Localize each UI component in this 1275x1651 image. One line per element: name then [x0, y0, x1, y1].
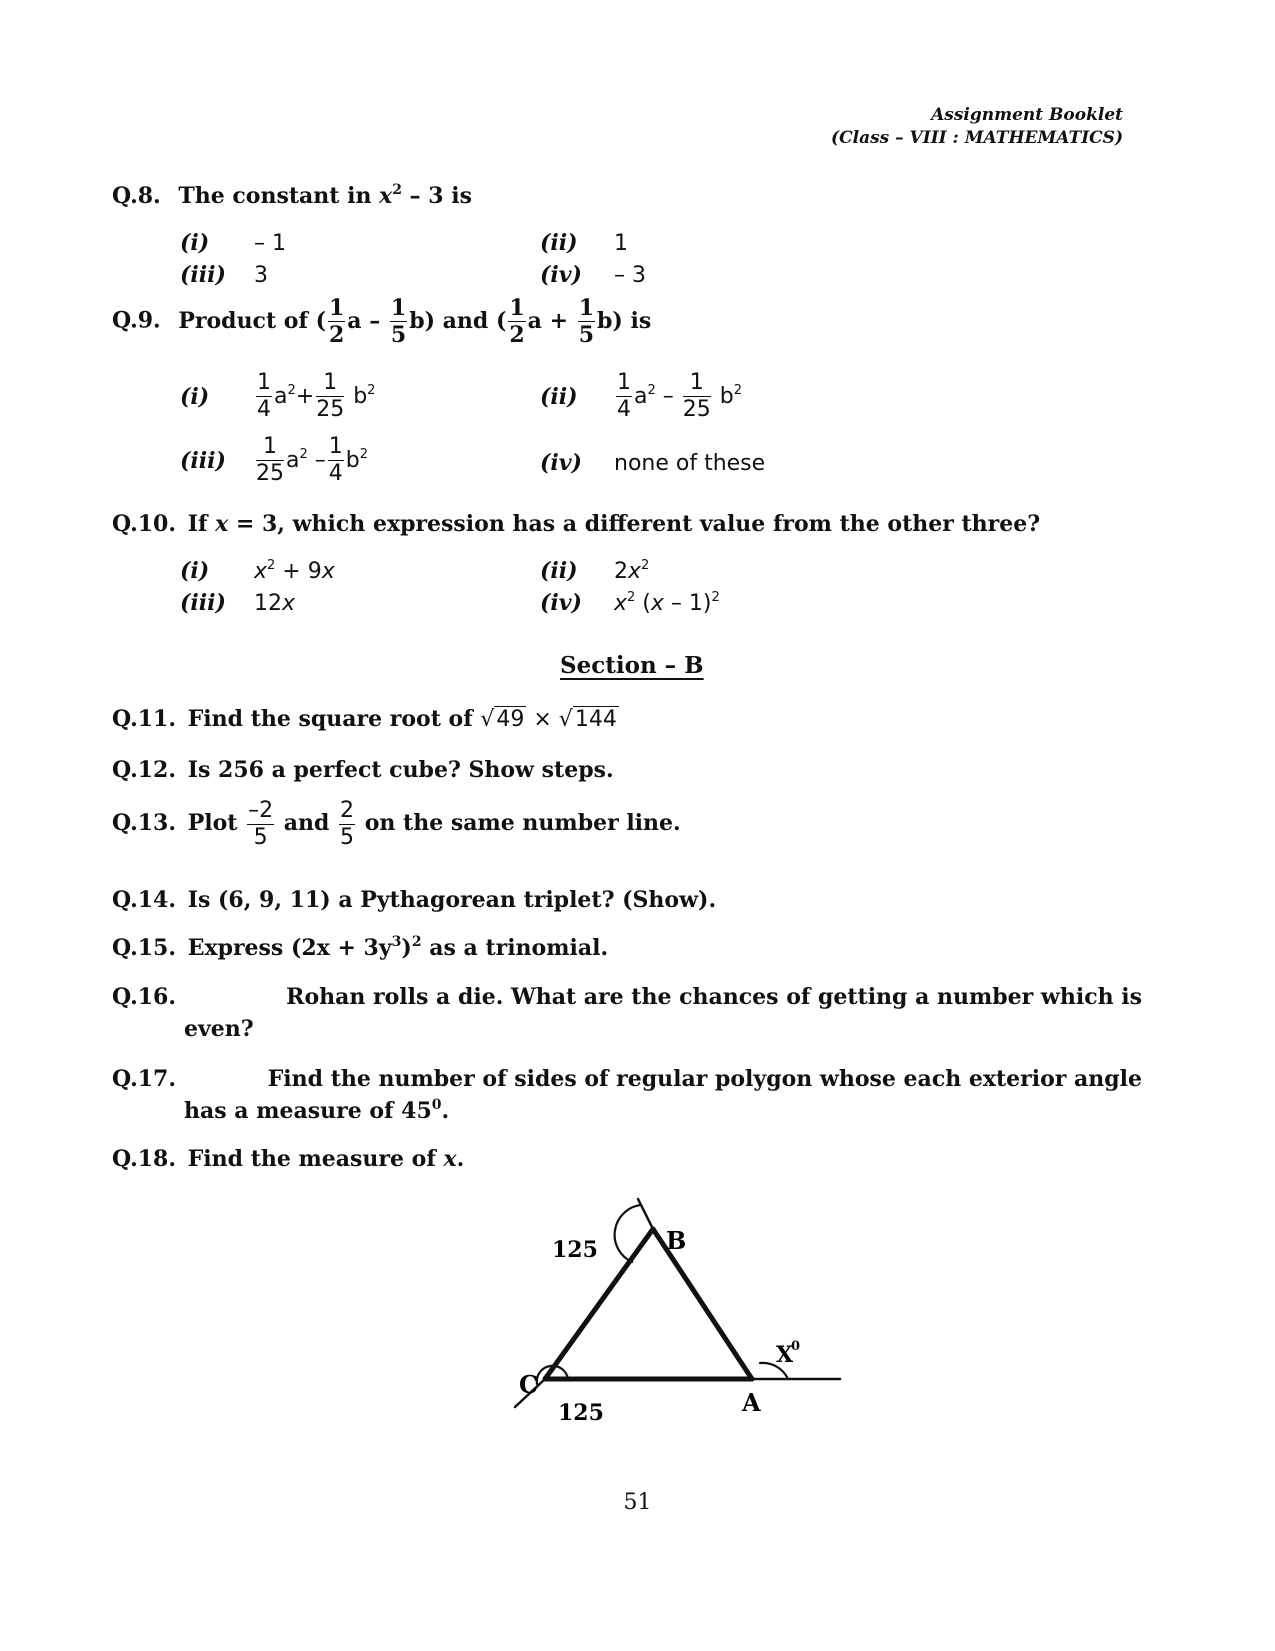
header-title: Assignment Booklet: [931, 105, 1123, 125]
question-text: Find the measure of x.: [187, 1146, 465, 1172]
question-text: The constant in $x^2 - 3$ is: [178, 182, 472, 209]
question-number: Q.17.: [112, 1066, 177, 1092]
q8-option-2: (ii) 1: [540, 230, 628, 256]
question-number: Q.16.: [112, 984, 177, 1010]
question-text-line-1: Rohan rolls a die. What are the chances of getting a number which is: [286, 984, 1142, 1010]
vertex-label-b: B: [666, 1226, 687, 1255]
question-text: If x = 3, which expression has a different value from the other three?: [187, 511, 1041, 537]
question-number: Q.8.: [112, 183, 161, 209]
question-number: Q.15.: [112, 935, 177, 961]
extension-b: [638, 1199, 653, 1229]
q10-option-1: (i) $x^2 + 9x$: [180, 558, 335, 584]
q10-option-2: (ii) $2x^2$: [540, 558, 650, 584]
question-text: Product of ( $\frac{1}{2}$ a – $\frac{1}{5}$ b) and ( $\frac{1}{2}$ a + $\frac{1}{5}$ b) is: [178, 295, 652, 348]
angle-label-x-degree: 0: [791, 1339, 801, 1354]
angle-label-b: 125: [552, 1237, 598, 1263]
vertex-label-c: C: [519, 1370, 539, 1399]
q9-option-3: (iii) $\frac{1}{25}$ $a^2$ – $\frac{1}{4}$ $b^2$: [180, 434, 369, 486]
question-number: Q.11.: [112, 706, 177, 732]
question-text: Express $(2x + 3y^3)^2$ as a trinomial.: [187, 934, 609, 961]
question-number: Q.12.: [112, 757, 177, 783]
question-text: Is (6, 9, 11) a Pythagorean triplet? (Show).: [187, 887, 717, 913]
question-text: Find the square root of √49 × √144: [187, 706, 617, 732]
question-number: Q.13.: [112, 810, 177, 836]
section-heading: Section – B: [560, 652, 704, 679]
angle-label-x: X: [776, 1342, 794, 1368]
question-text-line-2: even?: [184, 1016, 254, 1042]
question-number: Q.14.: [112, 887, 177, 913]
q8-option-4: (iv) – 3: [540, 262, 646, 288]
q10-option-3: (iii) 12x: [180, 590, 296, 616]
q9-option-2: (ii) $\frac{1}{4}$ $a^2$ – $\frac{1}{25}$ $b^2$: [540, 370, 743, 422]
question-text-line-1: Find the number of sides of regular polygon whose each exterior angle: [267, 1066, 1142, 1092]
question-number: Q.10.: [112, 511, 177, 537]
q9-option-4: (iv) none of these: [540, 450, 766, 476]
page-number: 51: [623, 1490, 652, 1515]
question-text: Plot $\frac{-2}{5}$ and $\frac{2}{5}$ on the same number line.: [187, 797, 681, 850]
vertex-label-a: A: [742, 1388, 761, 1417]
angle-label-c: 125: [558, 1400, 604, 1426]
question-number: Q.18.: [112, 1146, 177, 1172]
question-text: Is 256 a perfect cube? Show steps.: [187, 757, 614, 783]
question-number: Q.9.: [112, 307, 161, 334]
q8-option-3: (iii) 3: [180, 262, 268, 288]
q8-option-1: (i) – 1: [180, 230, 286, 256]
q9-option-1: (i) $\frac{1}{4}$ $a^2+$ $\frac{1}{25}$ $b^2$: [180, 370, 376, 422]
header-subtitle: (Class – VIII : MATHEMATICS): [831, 128, 1123, 148]
question-text-line-2: has a measure of $45^0$.: [184, 1097, 450, 1124]
q10-option-4: (iv) $x^2$ (x – 1)$^2$: [540, 590, 720, 616]
